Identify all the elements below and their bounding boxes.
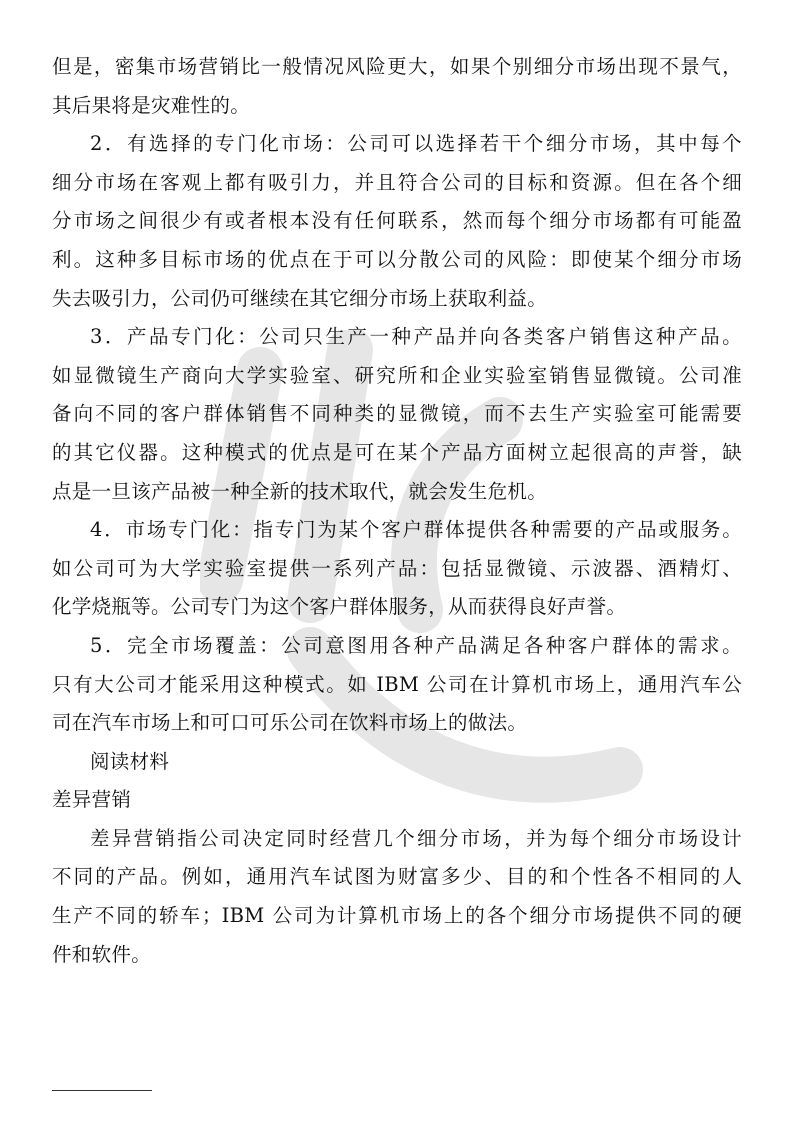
- text-line: 2．有选择的专门化市场：公司可以选择若干个细分市场，其中每个: [90, 132, 742, 156]
- paragraph-full-market-coverage: [52, 627, 742, 743]
- text-line: 失去吸引力，公司仍可继续在其它细分市场上获取利益。: [52, 286, 548, 310]
- paragraph-differentiated-marketing-heading: [52, 781, 742, 820]
- text-line: 其后果将是灾难性的。: [52, 93, 251, 117]
- text-line: 但是，密集市场营销比一般情况风险更大，如果个别细分市场出现不景气，: [52, 55, 742, 78]
- paragraph-dense-market-risk: [52, 48, 742, 125]
- section-heading: 差异营销: [52, 788, 132, 812]
- paragraph-reading-material-label: [52, 743, 742, 782]
- text-line: 3．产品专门化：公司只生产一种产品并向各类客户销售这种产品。: [90, 325, 742, 349]
- text-line: 件和软件。: [52, 942, 152, 966]
- text-line: 4．市场专门化：指专门为某个客户群体提供各种需要的产品或服务。: [90, 518, 742, 542]
- text-line: 差异营销指公司决定同时经营几个细分市场，并为每个细分市场设计: [90, 826, 742, 850]
- text-line: 化学烧瓶等。公司专门为这个客户群体服务，从而获得良好声誉。: [52, 595, 627, 619]
- text-line: 备向不同的客户群体销售不同种类的显微镜，而不去生产实验室可能需要: [52, 402, 742, 426]
- text-line: 分市场之间很少有或者根本没有任何联系，然而每个细分市场都有可能盈: [52, 209, 742, 233]
- text-line: 如公司可为大学实验室提供一系列产品：包括显微镜、示波器、酒精灯、: [52, 556, 742, 580]
- text-line: 不同的产品。例如，通用汽车试图为财富多少、目的和个性各不相同的人: [52, 865, 742, 889]
- text-line: 只有大公司才能采用这种模式。如 IBM 公司在计算机市场上，通用汽车公: [52, 672, 742, 696]
- paragraph-differentiated-marketing: [52, 820, 742, 974]
- text-line: 5．完全市场覆盖：公司意图用各种产品满足各种客户群体的需求。: [90, 633, 742, 657]
- paragraph-market-specialization: [52, 511, 742, 627]
- text-line: 生产不同的轿车；IBM 公司为计算机市场上的各个细分市场提供不同的硬: [52, 904, 742, 928]
- paragraph-selective-specialization: [52, 125, 742, 318]
- text-line: 利。这种多目标市场的优点在于可以分散公司的风险：即使某个细分市场: [52, 247, 742, 271]
- paragraph-product-specialization: [52, 318, 742, 511]
- text-line: 细分市场在客观上都有吸引力，并且符合公司的目标和资源。但在各个细: [52, 170, 742, 194]
- section-label: 阅读材料: [90, 749, 170, 773]
- text-line: 司在汽车市场上和可口可乐公司在饮料市场上的做法。: [52, 711, 528, 735]
- text-line: 点是一旦该产品被一种全新的技术取代，就会发生危机。: [52, 479, 548, 503]
- text-line: 如显微镜生产商向大学实验室、研究所和企业实验室销售显微镜。公司准: [52, 363, 742, 387]
- footnote-divider: [52, 1090, 152, 1091]
- document-body: [52, 48, 742, 974]
- text-line: 的其它仪器。这种模式的优点是可在某个产品方面树立起很高的声誉，缺: [52, 440, 742, 464]
